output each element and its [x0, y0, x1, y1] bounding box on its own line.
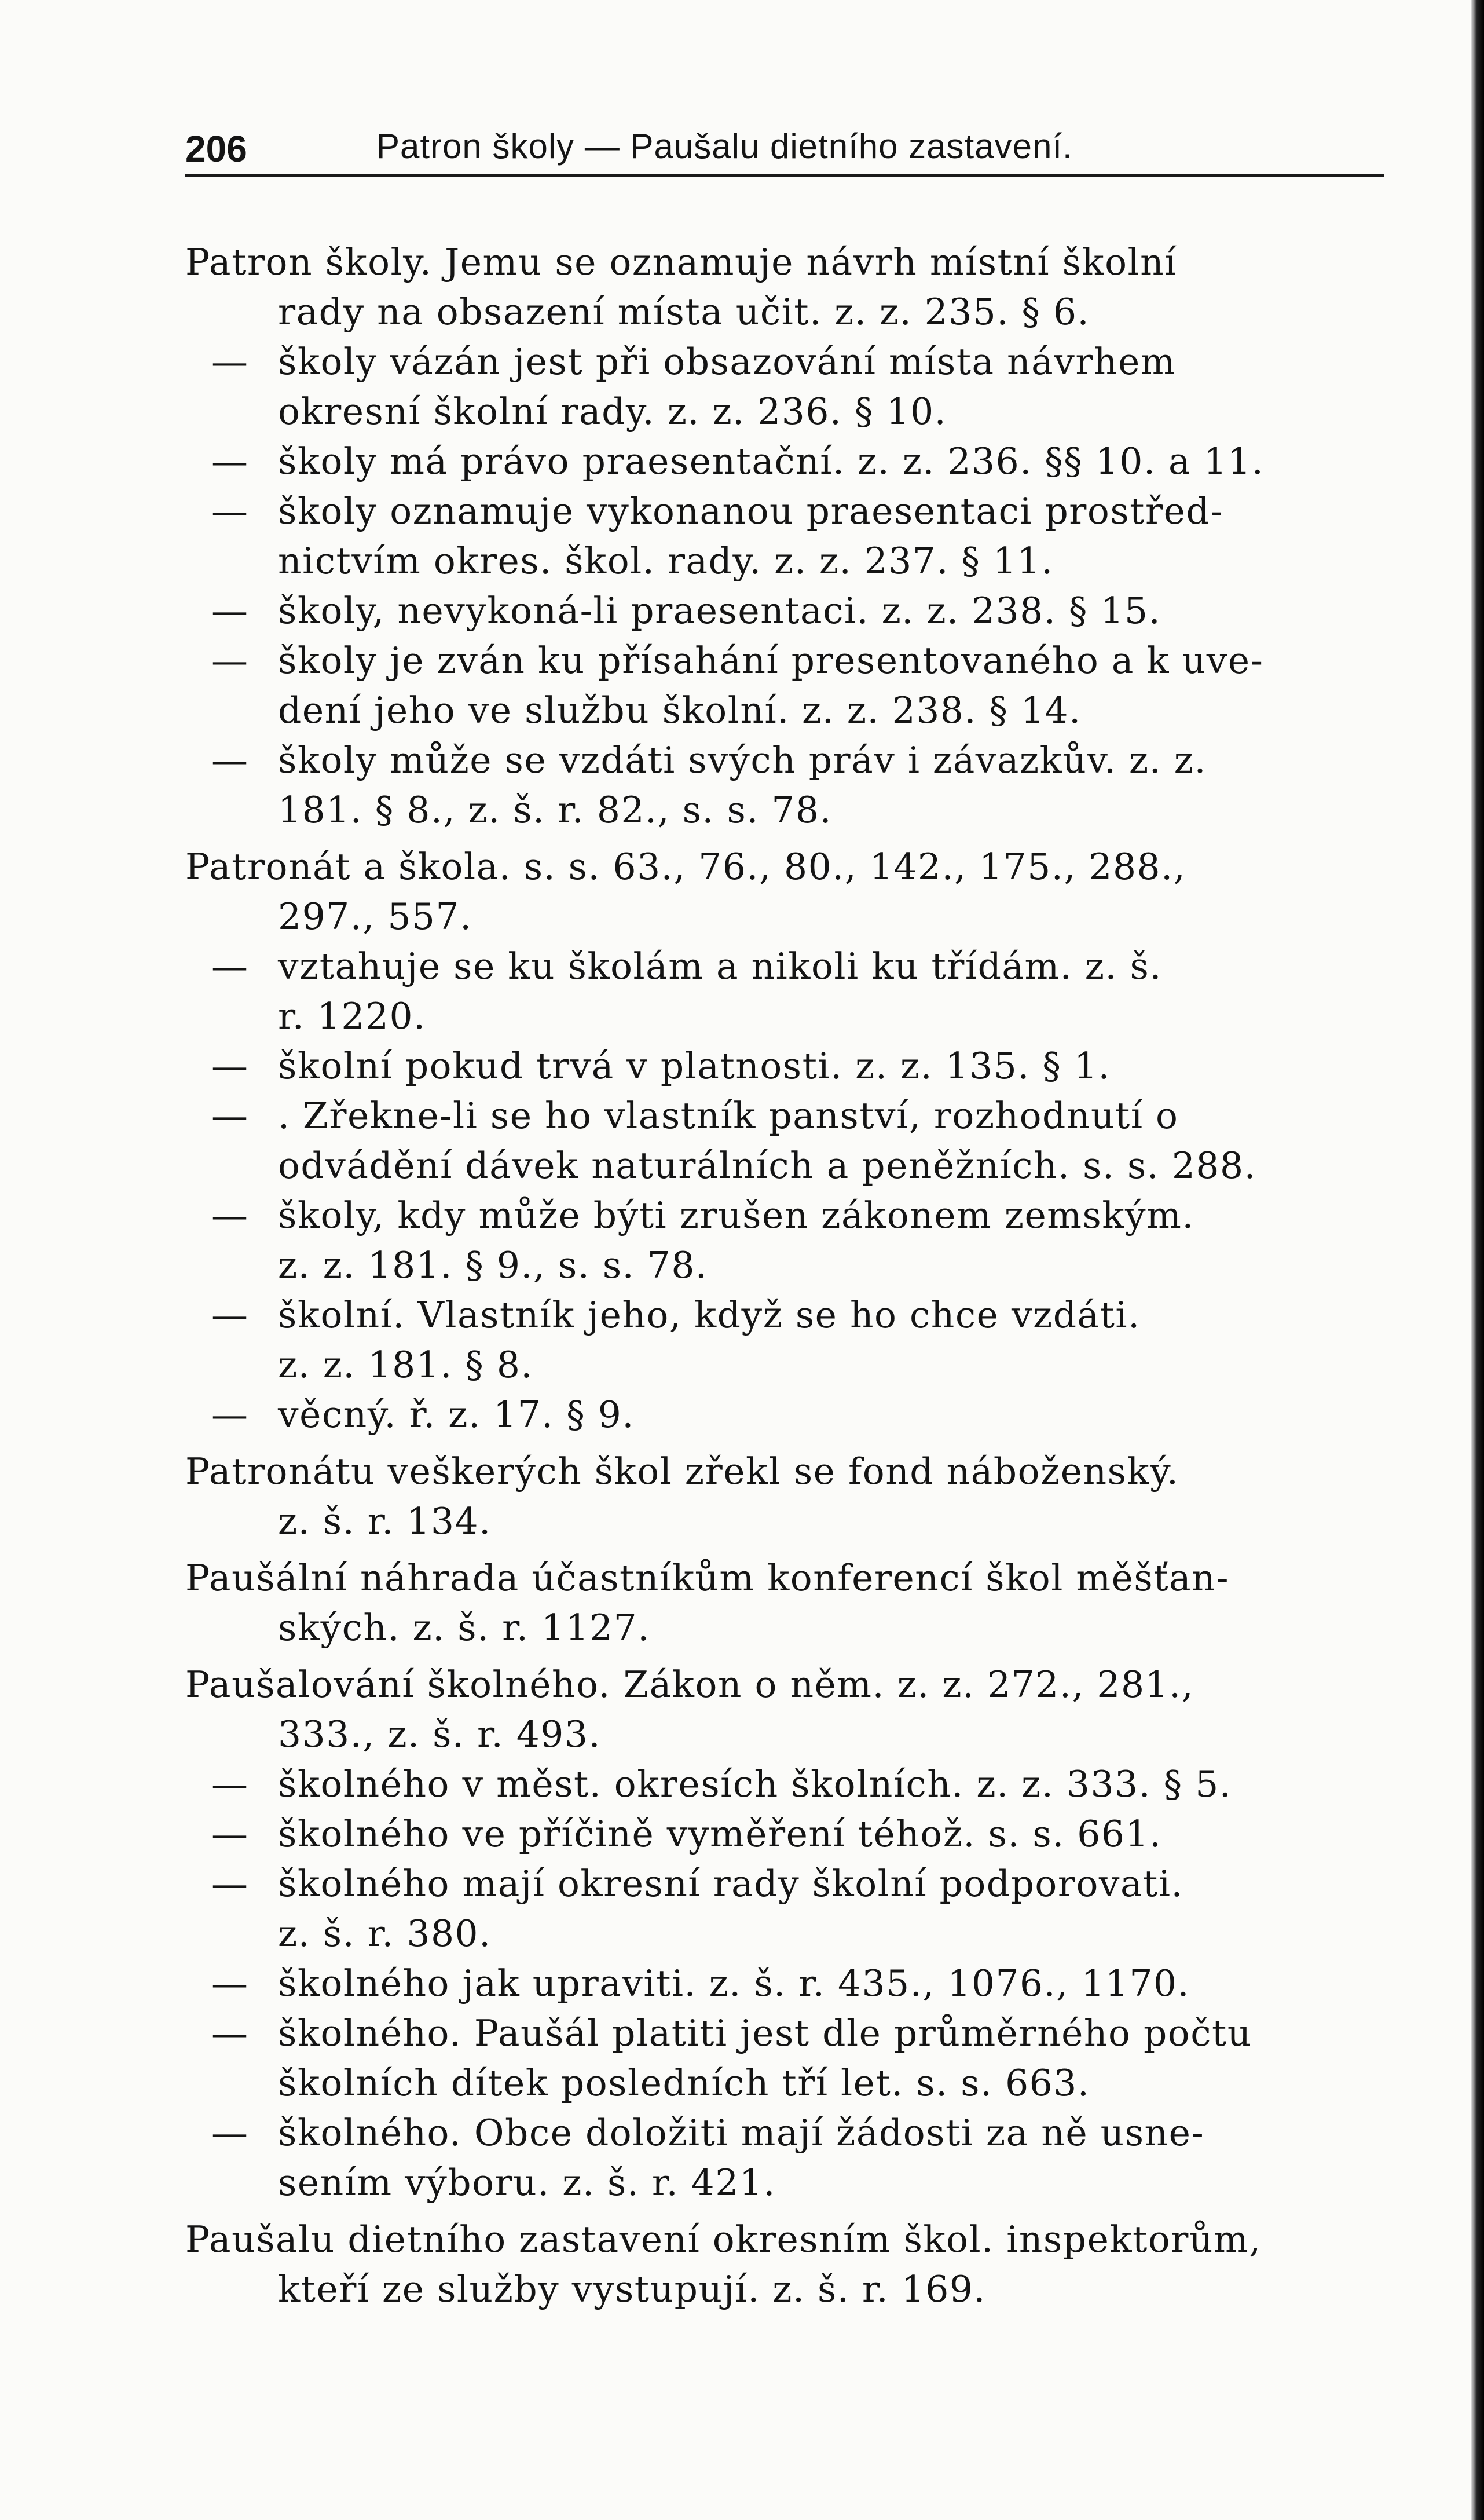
index-headword-line — [185, 2215, 1390, 2265]
entry-text: vztahuje se ku školám a nikoli ku třídám. z. š. — [278, 945, 1162, 987]
entry-dash: — — [211, 1045, 249, 1087]
entry-text: školní. Vlastník jeho, když se ho chce vzdáti. — [278, 1294, 1141, 1336]
entry-dash: — — [211, 1294, 249, 1336]
entry-dash: — — [211, 1095, 249, 1137]
index-subentry-line — [185, 1809, 1390, 1859]
entry-text: z. z. 181. § 8. — [278, 1344, 533, 1386]
index-subentry-line — [185, 1191, 1390, 1241]
entry-text: 181. § 8., z. š. r. 82., s. s. 78. — [278, 789, 833, 831]
index-continuation-line — [185, 1141, 1390, 1191]
index-subentry-line — [185, 337, 1390, 387]
header-rule — [185, 174, 1384, 177]
index-continuation-line — [185, 2158, 1390, 2208]
index-continuation-line — [185, 892, 1390, 942]
index-subentry-line — [185, 736, 1390, 785]
book-page — [185, 110, 1384, 2310]
entry-text: školného v měst. okresích školních. z. z. 333. § 5. — [278, 1763, 1232, 1805]
page-number: 206 — [185, 128, 247, 170]
entry-dash: — — [211, 1863, 249, 1905]
entry-dash: — — [211, 1763, 249, 1805]
index-entries — [185, 237, 1390, 2314]
entry-text: okresní školní rady. z. z. 236. § 10. — [278, 390, 947, 433]
entry-text: věcný. ř. z. 17. § 9. — [278, 1394, 635, 1436]
index-headword-line — [185, 842, 1390, 892]
index-subentry-line — [185, 1091, 1390, 1141]
index-subentry-line — [185, 586, 1390, 636]
entry-dash: — — [211, 739, 249, 781]
index-subentry-line — [185, 1041, 1390, 1091]
index-headword-line — [185, 1660, 1390, 1710]
entry-text: školy vázán jest při obsazování místa návrhem — [278, 341, 1177, 383]
entry-text: Paušalu dietního zastavení okresním škol. inspektorům, — [185, 2218, 1262, 2261]
entry-text: r. 1220. — [278, 995, 426, 1037]
index-continuation-line — [185, 287, 1390, 337]
entry-text: školních dítek posledních tří let. s. s. 663. — [278, 2062, 1090, 2104]
index-continuation-line — [185, 1497, 1390, 1546]
entry-dash: — — [211, 1394, 249, 1436]
entry-text: ských. z. š. r. 1127. — [278, 1607, 650, 1649]
index-continuation-line — [185, 387, 1390, 437]
entry-dash: — — [211, 590, 249, 632]
index-continuation-line — [185, 992, 1390, 1041]
entry-dash: — — [211, 341, 249, 383]
index-continuation-line — [185, 1603, 1390, 1653]
index-continuation-line — [185, 2058, 1390, 2108]
entry-dash: — — [211, 2112, 249, 2154]
entry-text: školy oznamuje vykonanou praesentaci prostřed- — [278, 490, 1223, 532]
entry-text: školného jak upraviti. z. š. r. 435., 1076., 1170. — [278, 1962, 1190, 2005]
entry-dash: — — [211, 1194, 249, 1237]
entry-text: školy, kdy může býti zrušen zákonem zemským. — [278, 1194, 1194, 1237]
entry-text: školného mají okresní rady školní podporovati. — [278, 1863, 1184, 1905]
entry-text: školní pokud trvá v platnosti. z. z. 135. § 1. — [278, 1045, 1111, 1087]
index-continuation-line — [185, 1909, 1390, 1959]
entry-dash: — — [211, 639, 249, 682]
entry-text: školného ve příčině vyměření téhož. s. s. 661. — [278, 1813, 1162, 1855]
entry-text: 333., z. š. r. 493. — [278, 1713, 601, 1755]
index-continuation-line — [185, 686, 1390, 736]
index-subentry-line — [185, 1959, 1390, 2009]
index-subentry-line — [185, 1290, 1390, 1340]
index-continuation-line — [185, 1710, 1390, 1760]
index-headword-line — [185, 237, 1390, 287]
index-continuation-line — [185, 1340, 1390, 1390]
entry-dash: — — [211, 440, 249, 482]
index-headword-line — [185, 1447, 1390, 1497]
entry-text: školného. Paušál platiti jest dle průměrného počtu — [278, 2012, 1252, 2054]
entry-text: z. š. r. 134. — [278, 1500, 492, 1542]
entry-text: školy má právo praesentační. z. z. 236. §§ 10. a 11. — [278, 440, 1265, 482]
entry-text: dení jeho ve službu školní. z. z. 238. § 14. — [278, 689, 1082, 732]
entry-text: Patronátu veškerých škol zřekl se fond náboženský. — [185, 1450, 1179, 1493]
index-continuation-line — [185, 1241, 1390, 1290]
index-subentry-line — [185, 487, 1390, 536]
entry-text: školy je zván ku přísahání presentovaného a k uve- — [278, 639, 1264, 682]
index-subentry-line — [185, 437, 1390, 487]
index-subentry-line — [185, 2009, 1390, 2058]
page-edge-shadow — [1471, 0, 1484, 2520]
entry-text: Patron školy. Jemu se oznamuje návrh místní školní — [185, 241, 1177, 283]
entry-text: nictvím okres. škol. rady. z. z. 237. § 11. — [278, 540, 1054, 582]
entry-dash: — — [211, 490, 249, 532]
entry-dash: — — [211, 945, 249, 987]
entry-dash: — — [211, 1813, 249, 1855]
index-continuation-line — [185, 785, 1390, 835]
index-subentry-line — [185, 942, 1390, 992]
entry-text: odvádění dávek naturálních a peněžních. s. s. 288. — [278, 1144, 1257, 1187]
index-headword-line — [185, 1553, 1390, 1603]
entry-dash: — — [211, 1962, 249, 2005]
entry-text: školného. Obce doložiti mají žádosti za ně usne- — [278, 2112, 1205, 2154]
entry-text: z. z. 181. § 9., s. s. 78. — [278, 1244, 708, 1286]
index-subentry-line — [185, 1859, 1390, 1909]
entry-text: školy může se vzdáti svých práv i závazkův. z. z. — [278, 739, 1207, 781]
entry-dash: — — [211, 2012, 249, 2054]
index-subentry-line — [185, 636, 1390, 686]
index-subentry-line — [185, 1390, 1390, 1440]
entry-text: Paušalování školného. Zákon o něm. z. z. 272., 281., — [185, 1663, 1194, 1706]
entry-text: z. š. r. 380. — [278, 1912, 492, 1955]
entry-text: . Zřekne-li se ho vlastník panství, rozhodnutí o — [278, 1095, 1179, 1137]
entry-text: Paušální náhrada účastníkům konferencí škol měšťan- — [185, 1557, 1230, 1599]
entry-text: kteří ze služby vystupují. z. š. r. 169. — [278, 2268, 986, 2310]
page-header — [185, 110, 1384, 180]
index-continuation-line — [185, 536, 1390, 586]
entry-text: rady na obsazení místa učit. z. z. 235. § 6. — [278, 291, 1090, 333]
index-subentry-line — [185, 2108, 1390, 2158]
index-continuation-line — [185, 2265, 1390, 2314]
entry-text: sením výboru. z. š. r. 421. — [278, 2161, 776, 2204]
entry-text: 297., 557. — [278, 895, 472, 938]
entry-text: školy, nevykoná-li praesentaci. z. z. 238. § 15. — [278, 590, 1161, 632]
running-title: Patron školy — Paušalu dietního zastavení. — [376, 127, 1073, 166]
index-subentry-line — [185, 1760, 1390, 1809]
entry-text: Patronát a škola. s. s. 63., 76., 80., 142., 175., 288., — [185, 846, 1186, 888]
